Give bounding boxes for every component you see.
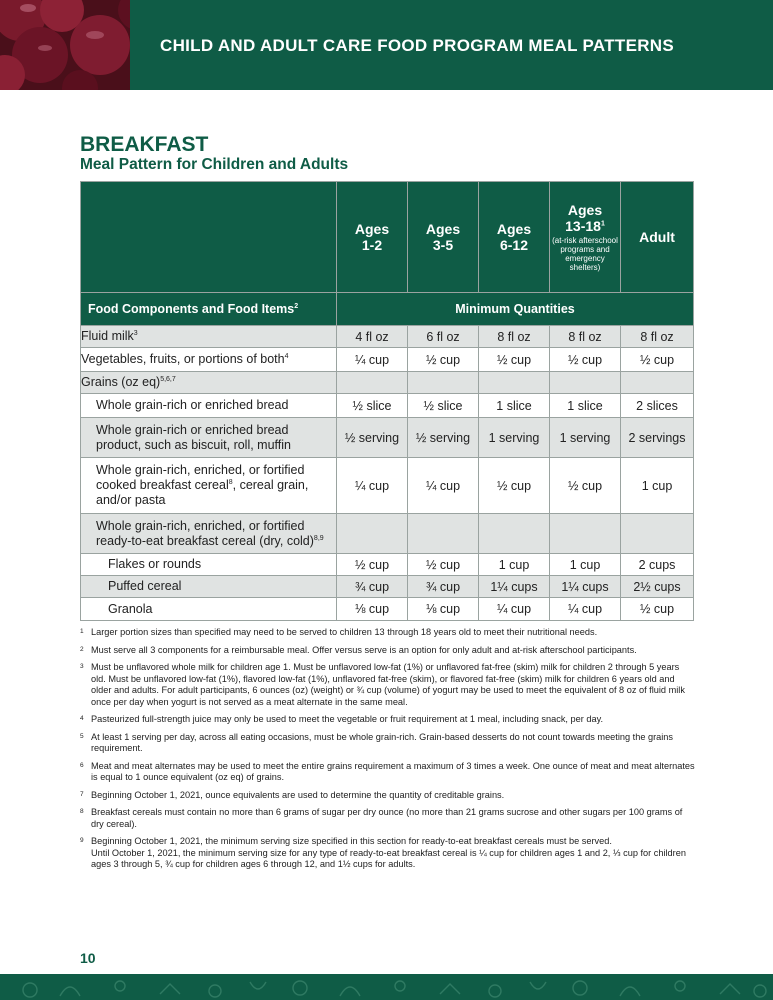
cell-value: ⅛ cup	[337, 598, 408, 621]
row-label: Fluid milk$^3$	[81, 326, 337, 348]
plums-photo	[0, 0, 150, 90]
cell-value	[337, 514, 408, 554]
row-label: Vegetables, fruits, or portions of both$^4$	[81, 348, 337, 372]
cell-value: ½ cup	[550, 458, 621, 514]
header-banner	[0, 0, 773, 90]
footnote: 8 Breakfast cereals must contain no more than 6 grams of sugar per dry ounce (no more than 21 grams sucrose and other sugars per 100 grams of dry cereal).	[80, 807, 683, 829]
cell-value: 2 cups	[621, 554, 694, 576]
footnote: 7 Beginning October 1, 2021, ounce equivalents are used to determine the quantity of creditable grains.	[80, 789, 505, 800]
cell-value: 1¼ cups	[479, 576, 550, 598]
table-row	[81, 394, 694, 418]
cell-value: 1 serving	[550, 418, 621, 458]
footnote: 5 At least 1 serving per day, across all eating occasions, must be whole grain-rich. Grain-based desserts do not count towards meeting the grains requirement.	[80, 731, 674, 753]
banner-title: CHILD AND ADULT CARE FOOD PROGRAM MEAL PATTERNS	[160, 36, 675, 55]
page-title: BREAKFAST	[80, 133, 209, 156]
cell-value: ½ cup	[550, 348, 621, 372]
table-row	[81, 514, 694, 554]
table-row	[81, 372, 694, 394]
table-row	[81, 418, 694, 458]
cell-value: 8 fl oz	[550, 326, 621, 348]
cell-value: ½ slice	[337, 394, 408, 418]
cell-value: 1 slice	[550, 394, 621, 418]
header-blank-cell	[81, 182, 337, 293]
cell-value	[408, 372, 479, 394]
cell-value: ¼ cup	[479, 598, 550, 621]
cell-value: ½ cup	[621, 598, 694, 621]
cell-value: ¼ cup	[337, 458, 408, 514]
cell-value: ½ cup	[479, 458, 550, 514]
footnote: 9 Beginning October 1, 2021, the minimum serving size specified in this section for ready-to-eat breakfast cereals must be served. Until October 1, 2021, the minimum serving size for any type of ready-to-eat breakfast cereal is ¼ cup for children ages 1 and 2, ⅓ cup for children ages 3 through 5, ¾ cup for children ages 6 through 12, and 1½ cups for adults.	[80, 836, 686, 869]
cell-value: 2 slices	[621, 394, 694, 418]
cell-value: ¼ cup	[408, 458, 479, 514]
table-row	[81, 576, 694, 598]
cell-value	[408, 514, 479, 554]
cell-value: ½ slice	[408, 394, 479, 418]
table-row	[81, 326, 694, 348]
age-col-adult: Adult	[621, 182, 694, 293]
cell-value: ½ cup	[621, 348, 694, 372]
cell-value: ½ serving	[337, 418, 408, 458]
cell-value: 2½ cups	[621, 576, 694, 598]
cell-value: 1 serving	[479, 418, 550, 458]
cell-value: 1 cup	[550, 554, 621, 576]
cell-value: ¼ cup	[550, 598, 621, 621]
cell-value: 4 fl oz	[337, 326, 408, 348]
footnote: 3 Must be unflavored whole milk for children age 1. Must be unflavored low-fat (1%) or unflavored fat-free (skim) milk for children 2 through 5 years old. Must be unflavored low-fat (1%), flavored low-fat (1%), unflavored fat-free (skim), or flavored fat-free (skim) milk for children 6 years old and older and adults. For adult participants, 6 ounces (oz) (weight) or ¾ cup (volume) of yogurt may be used to meet the equivalent of 8 oz of fluid milk once per day when yogurt is not served as a meat alternate in the same meal.	[80, 662, 685, 707]
cell-value	[621, 514, 694, 554]
cell-value: ¼ cup	[337, 348, 408, 372]
page-subtitle: Meal Pattern for Children and Adults	[80, 156, 349, 173]
row-label: Granola	[81, 598, 337, 621]
food-components-header: Food Components and Food Items$^2$	[81, 293, 337, 326]
cell-value	[550, 514, 621, 554]
minimum-quantities-header: Minimum Quantities	[337, 293, 694, 326]
cell-value: ⅛ cup	[408, 598, 479, 621]
footnotes	[80, 627, 695, 877]
cell-value	[337, 372, 408, 394]
cell-value: ½ serving	[408, 418, 479, 458]
cell-value: 2 servings	[621, 418, 694, 458]
footnote: 2 Must serve all 3 components for a reimbursable meal. Offer versus serve is an option for only adult and at-risk afterschool participants.	[80, 644, 637, 655]
page-number: 10	[80, 950, 96, 966]
cell-value: ½ cup	[479, 348, 550, 372]
table-row	[81, 598, 694, 621]
row-label: Flakes or rounds	[81, 554, 337, 576]
age-col-4-note: (at-risk afterschool programs and emergency shelters)	[552, 236, 618, 272]
age-col-4	[550, 182, 621, 293]
cell-value: ¾ cup	[337, 576, 408, 598]
cell-value	[621, 372, 694, 394]
cell-value: 1 cup	[621, 458, 694, 514]
age-col-2: Ages 3-5	[408, 182, 479, 293]
table-row	[81, 458, 694, 514]
cell-value: ½ cup	[408, 348, 479, 372]
row-label: Puffed cereal	[81, 576, 337, 598]
cell-value: 1¼ cups	[550, 576, 621, 598]
cell-value	[479, 514, 550, 554]
row-label: Whole grain-rich, enriched, or fortified ready-to-eat breakfast cereal (dry, cold)$^{8,9}$	[81, 514, 337, 554]
section-header-row	[81, 293, 694, 326]
age-col-1: Ages 1-2	[337, 182, 408, 293]
cell-value: 8 fl oz	[621, 326, 694, 348]
footer-pattern-icon	[0, 974, 773, 1000]
cell-value	[479, 372, 550, 394]
age-header-row	[81, 182, 694, 293]
cell-value: ½ cup	[408, 554, 479, 576]
footnote: 4 Pasteurized full-strength juice may only be used to meet the vegetable or fruit requirement at 1 meal, including snack, per day.	[80, 714, 604, 724]
row-label: Whole grain-rich or enriched bread product, such as biscuit, roll, muffin	[81, 418, 337, 458]
footnote: 1 Larger portion sizes than specified may need to be served to children 13 through 18 years old to meet their nutritional needs.	[80, 627, 598, 637]
cell-value: 6 fl oz	[408, 326, 479, 348]
table-row	[81, 554, 694, 576]
cell-value: 8 fl oz	[479, 326, 550, 348]
meal-pattern-table	[80, 181, 694, 621]
row-label: Whole grain-rich, enriched, or fortified cooked breakfast cereal$^8$, cereal grain, and/or pasta	[81, 458, 337, 514]
row-label: Whole grain-rich or enriched bread	[81, 394, 337, 418]
age-col-3: Ages 6-12	[479, 182, 550, 293]
footnote: 6 Meat and meat alternates may be used to meet the entire grains requirement a maximum of 3 times a week. One ounce of meat and meat alternates is equal to 1 ounce equivalent (oz eq) of grains.	[80, 760, 695, 782]
age-col-4-label: Ages 13-18	[565, 202, 603, 234]
cell-value: 1 slice	[479, 394, 550, 418]
cell-value: ¾ cup	[408, 576, 479, 598]
row-label: Grains (oz eq)$^{5,6,7}$	[81, 372, 337, 394]
cell-value: 1 cup	[479, 554, 550, 576]
cell-value: ½ cup	[337, 554, 408, 576]
cell-value	[550, 372, 621, 394]
table-row	[81, 348, 694, 372]
age-col-4-sup: 1	[600, 220, 605, 228]
footer-band	[0, 974, 773, 1000]
